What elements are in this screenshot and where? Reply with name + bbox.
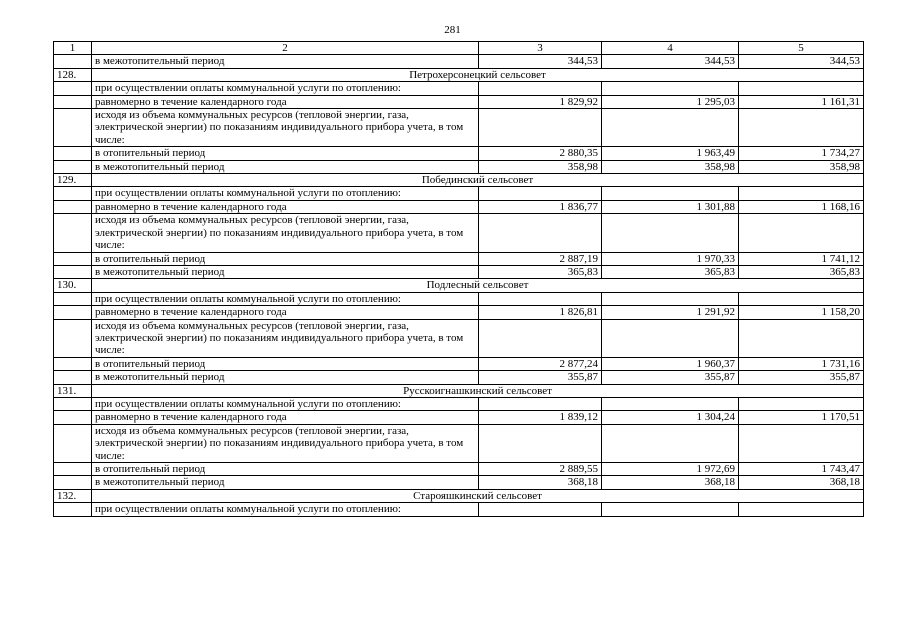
table-row xyxy=(54,319,864,357)
row-label: равномерно в течение календарного года xyxy=(92,95,479,108)
value-col-3 xyxy=(479,109,602,147)
value-col-5 xyxy=(739,397,864,410)
row-label: при осуществлении оплаты коммунальной услуги по отоплению: xyxy=(92,292,479,305)
row-number xyxy=(54,503,92,516)
row-number xyxy=(54,160,92,173)
header-cell-2: 2 xyxy=(92,42,479,55)
table-row xyxy=(54,357,864,370)
value-col-5: 355,87 xyxy=(739,371,864,384)
row-label: при осуществлении оплаты коммунальной услуги по отоплению: xyxy=(92,82,479,95)
table-row xyxy=(54,397,864,410)
header-cell-4: 4 xyxy=(602,42,739,55)
table-row xyxy=(54,463,864,476)
row-label: исходя из объема коммунальных ресурсов (тепловой энергии, газа, электрической энергии) по показаниям индивидуального прибора учета, в том числе: xyxy=(92,424,479,462)
table-row xyxy=(54,160,864,173)
table-row xyxy=(54,55,864,68)
header-cell-3: 3 xyxy=(479,42,602,55)
section-row xyxy=(54,384,864,397)
value-col-4: 344,53 xyxy=(602,55,739,68)
value-col-4: 1 301,88 xyxy=(602,200,739,213)
value-col-5: 344,53 xyxy=(739,55,864,68)
row-number xyxy=(54,319,92,357)
row-number xyxy=(54,252,92,265)
value-col-3: 365,83 xyxy=(479,265,602,278)
table-row xyxy=(54,503,864,516)
value-col-5 xyxy=(739,424,864,462)
row-number xyxy=(54,424,92,462)
row-number xyxy=(54,265,92,278)
value-col-3: 1 839,12 xyxy=(479,411,602,424)
table-row xyxy=(54,476,864,489)
table-row xyxy=(54,214,864,252)
value-col-4 xyxy=(602,214,739,252)
value-col-4: 1 295,03 xyxy=(602,95,739,108)
value-col-3: 368,18 xyxy=(479,476,602,489)
value-col-4 xyxy=(602,187,739,200)
value-col-4 xyxy=(602,397,739,410)
value-col-3 xyxy=(479,319,602,357)
row-label: равномерно в течение календарного года xyxy=(92,411,479,424)
value-col-5: 368,18 xyxy=(739,476,864,489)
value-col-5 xyxy=(739,319,864,357)
row-label: при осуществлении оплаты коммунальной услуги по отоплению: xyxy=(92,397,479,410)
header-cell-5: 5 xyxy=(739,42,864,55)
value-col-4 xyxy=(602,109,739,147)
section-title: Побединский сельсовет xyxy=(92,174,864,187)
table-row xyxy=(54,252,864,265)
row-number xyxy=(54,306,92,319)
row-label: в отопительный период xyxy=(92,252,479,265)
row-number xyxy=(54,187,92,200)
value-col-4: 1 970,33 xyxy=(602,252,739,265)
table-row xyxy=(54,187,864,200)
table-row xyxy=(54,424,864,462)
row-number xyxy=(54,109,92,147)
value-col-4 xyxy=(602,82,739,95)
table-row xyxy=(54,292,864,305)
row-label: равномерно в течение календарного года xyxy=(92,306,479,319)
section-title: Русскоигнашкинский сельсовет xyxy=(92,384,864,397)
tariff-table xyxy=(53,41,864,517)
value-col-3: 358,98 xyxy=(479,160,602,173)
row-label: в отопительный период xyxy=(92,357,479,370)
table-row xyxy=(54,265,864,278)
value-col-4: 355,87 xyxy=(602,371,739,384)
value-col-5 xyxy=(739,214,864,252)
value-col-4: 358,98 xyxy=(602,160,739,173)
value-col-4 xyxy=(602,424,739,462)
row-label: в межотопительный период xyxy=(92,371,479,384)
row-number xyxy=(54,200,92,213)
row-label: в межотопительный период xyxy=(92,160,479,173)
value-col-3 xyxy=(479,82,602,95)
row-number: 129. xyxy=(54,174,92,187)
page-number: 281 xyxy=(444,24,461,36)
row-number xyxy=(54,55,92,68)
value-col-5 xyxy=(739,187,864,200)
table-row xyxy=(54,371,864,384)
row-label: исходя из объема коммунальных ресурсов (тепловой энергии, газа, электрической энергии) по показаниям индивидуального прибора учета, в том числе: xyxy=(92,109,479,147)
value-col-3: 1 829,92 xyxy=(479,95,602,108)
value-col-4 xyxy=(602,503,739,516)
row-number xyxy=(54,82,92,95)
value-col-4: 1 963,49 xyxy=(602,147,739,160)
table-row xyxy=(54,95,864,108)
section-row xyxy=(54,68,864,81)
value-col-4 xyxy=(602,292,739,305)
value-col-4: 1 304,24 xyxy=(602,411,739,424)
section-row xyxy=(54,279,864,292)
value-col-5: 1 734,27 xyxy=(739,147,864,160)
table-row xyxy=(54,82,864,95)
row-number xyxy=(54,397,92,410)
row-label: исходя из объема коммунальных ресурсов (тепловой энергии, газа, электрической энергии) по показаниям индивидуального прибора учета, в том числе: xyxy=(92,214,479,252)
value-col-3: 1 836,77 xyxy=(479,200,602,213)
table-row xyxy=(54,109,864,147)
value-col-4: 365,83 xyxy=(602,265,739,278)
table-row xyxy=(54,147,864,160)
row-label: в отопительный период xyxy=(92,463,479,476)
value-col-5: 365,83 xyxy=(739,265,864,278)
row-number xyxy=(54,371,92,384)
value-col-5: 1 161,31 xyxy=(739,95,864,108)
row-number xyxy=(54,292,92,305)
row-number xyxy=(54,411,92,424)
section-title: Старояшкинский сельсовет xyxy=(92,489,864,502)
value-col-4 xyxy=(602,319,739,357)
value-col-5: 1 158,20 xyxy=(739,306,864,319)
value-col-3: 1 826,81 xyxy=(479,306,602,319)
row-number xyxy=(54,214,92,252)
row-number xyxy=(54,357,92,370)
value-col-5: 1 168,16 xyxy=(739,200,864,213)
value-col-3: 2 880,35 xyxy=(479,147,602,160)
value-col-5 xyxy=(739,82,864,95)
table-row xyxy=(54,306,864,319)
value-col-5: 358,98 xyxy=(739,160,864,173)
value-col-5: 1 170,51 xyxy=(739,411,864,424)
section-title: Петрохерсонецкий сельсовет xyxy=(92,68,864,81)
row-number xyxy=(54,95,92,108)
value-col-5: 1 743,47 xyxy=(739,463,864,476)
row-label: в межотопительный период xyxy=(92,476,479,489)
row-number: 130. xyxy=(54,279,92,292)
row-number xyxy=(54,476,92,489)
value-col-3 xyxy=(479,397,602,410)
table-body xyxy=(54,42,864,517)
value-col-3: 355,87 xyxy=(479,371,602,384)
value-col-5: 1 741,12 xyxy=(739,252,864,265)
value-col-5 xyxy=(739,109,864,147)
row-number xyxy=(54,463,92,476)
value-col-3 xyxy=(479,214,602,252)
row-number: 132. xyxy=(54,489,92,502)
header-cell-1: 1 xyxy=(54,42,92,55)
value-col-3: 344,53 xyxy=(479,55,602,68)
row-label: в межотопительный период xyxy=(92,55,479,68)
value-col-4: 368,18 xyxy=(602,476,739,489)
value-col-3: 2 889,55 xyxy=(479,463,602,476)
row-label: в межотопительный период xyxy=(92,265,479,278)
row-label: при осуществлении оплаты коммунальной услуги по отоплению: xyxy=(92,503,479,516)
section-row xyxy=(54,489,864,502)
row-label: равномерно в течение календарного года xyxy=(92,200,479,213)
row-label: при осуществлении оплаты коммунальной услуги по отоплению: xyxy=(92,187,479,200)
value-col-3 xyxy=(479,424,602,462)
row-number xyxy=(54,147,92,160)
table-header-row xyxy=(54,42,864,55)
value-col-3 xyxy=(479,503,602,516)
value-col-4: 1 972,69 xyxy=(602,463,739,476)
section-title: Подлесный сельсовет xyxy=(92,279,864,292)
value-col-5 xyxy=(739,292,864,305)
value-col-5: 1 731,16 xyxy=(739,357,864,370)
value-col-3: 2 877,24 xyxy=(479,357,602,370)
row-label: исходя из объема коммунальных ресурсов (тепловой энергии, газа, электрической энергии) по показаниям индивидуального прибора учета, в том числе: xyxy=(92,319,479,357)
section-row xyxy=(54,174,864,187)
value-col-3: 2 887,19 xyxy=(479,252,602,265)
table-row xyxy=(54,200,864,213)
value-col-5 xyxy=(739,503,864,516)
value-col-4: 1 291,92 xyxy=(602,306,739,319)
value-col-3 xyxy=(479,292,602,305)
row-label: в отопительный период xyxy=(92,147,479,160)
row-number: 131. xyxy=(54,384,92,397)
value-col-4: 1 960,37 xyxy=(602,357,739,370)
table-row xyxy=(54,411,864,424)
value-col-3 xyxy=(479,187,602,200)
row-number: 128. xyxy=(54,68,92,81)
